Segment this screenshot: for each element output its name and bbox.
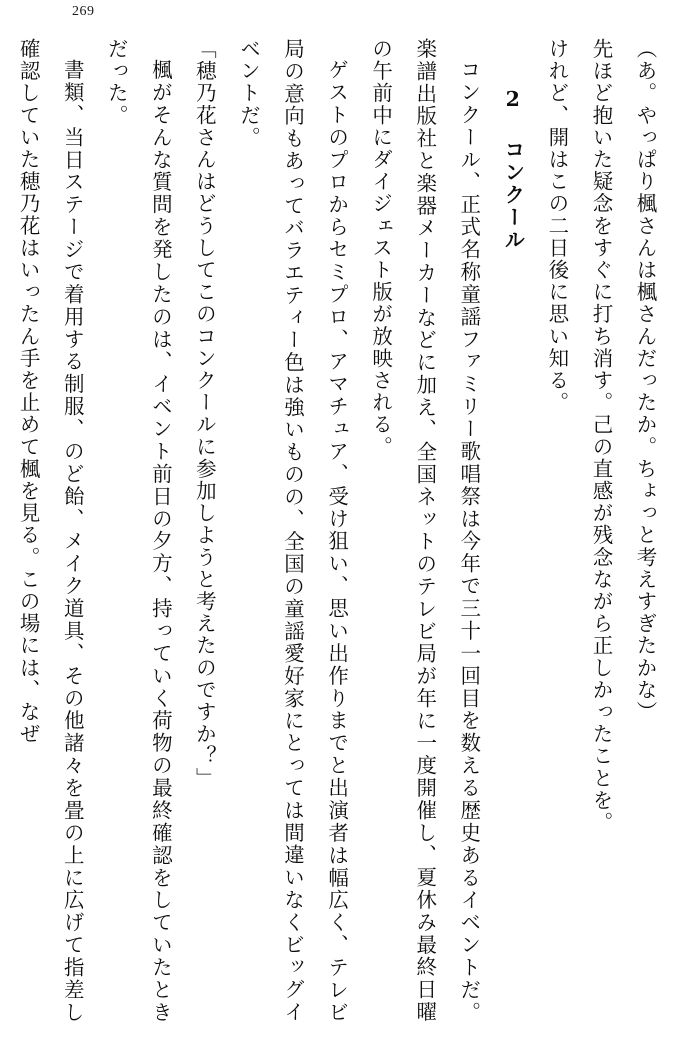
paragraph: けれど、開はこの二日後に思い知る。 bbox=[544, 38, 569, 414]
paragraph: 書類、当日ステージで着用する制服、のど飴、メイク道具、その他諸々を畳の上に広げて指差し確認していた穂乃花はいったん手を止めて楓を見る。この場には、なぜ bbox=[16, 38, 85, 1023]
dialogue-paragraph: 「穂乃花さんはどうしてこのコンクールに参加しようと考えたのですか？」 bbox=[192, 38, 217, 790]
page-number: 269 bbox=[72, 4, 95, 19]
page-body-vertical-text bbox=[16, 38, 667, 1023]
paragraph: 先ほど抱いた疑念をすぐに打ち消す。己の直感が残念ながら正しかったことを。 bbox=[588, 38, 613, 834]
paragraph: 楓がそんな質問を発したのは、イベント前日の夕方、持っていく荷物の最終確認をしていたときだった。 bbox=[104, 38, 173, 1023]
paragraph: （あ。やっぱり楓さんは楓さんだったか。ちょっと考えすぎたかな） bbox=[633, 38, 657, 724]
paragraph: ゲストのプロからセミプロ、アマチュア、受け狙い、思い出作りまでと出演者は幅広く、テレビ局の意向もあってバラエティー色は強いものの、全国の童謡愛好家にとっては間違いなくビッグイベントだ。 bbox=[236, 38, 349, 1023]
paragraph: コンクール、正式名称童謡ファミリー歌唱祭は今年で三十一回目を数える歴史あるイベントだ。楽譜出版社と楽器メーカーなどに加え、全国ネットのテレビ局が年に一度開催し、夏休み最終日曜の午前中にダイジェスト版が放映される。 bbox=[368, 38, 481, 1023]
section-heading: 2 コンクール bbox=[500, 87, 525, 252]
